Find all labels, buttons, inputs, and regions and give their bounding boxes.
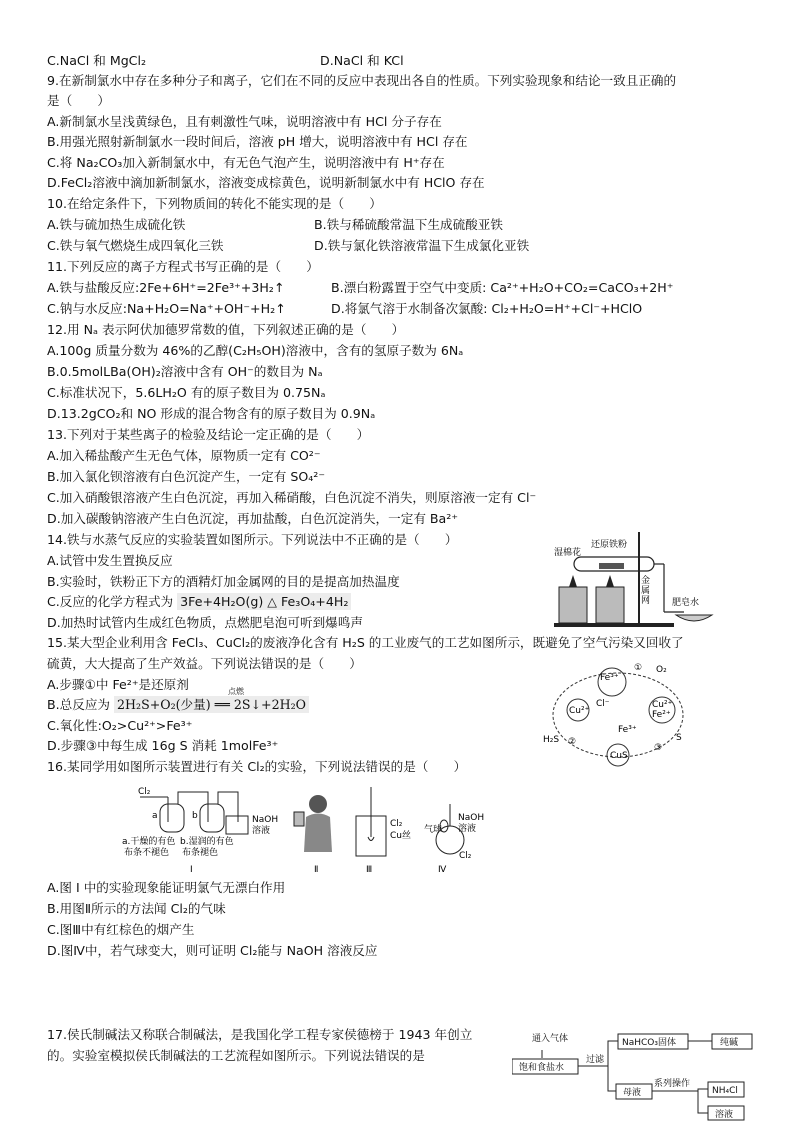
fig17-nahco3: NaHCO₃固体 [622,1038,676,1048]
q12-option-d: D.13.2gCO₂和 NO 形成的混合物含有的原子数目为 0.9Nₐ [47,406,376,421]
fig16-naoh1: NaOH [252,815,279,825]
chlorine-experiments-figure [118,782,518,877]
q11-option-b: B.漂白粉露置于空气中变质: Ca²⁺+H₂O+CO₂=CaCO₃+2H⁺ [331,280,674,295]
q12-stem: 12.用 Nₐ 表示阿伏加德罗常数的值，下列叙述正确的是（ ） [47,322,405,337]
q14-option-d: D.加热时试管内生成红色物质，点燃肥皂泡可听到爆鸣声 [47,615,363,630]
q15-stem: 15.某大型企业利用含 FeCl₃、CuCl₂的废液净化含有 H₂S 的工业废气的工艺如图所示，既避免了空气污染又回收了 [47,635,684,650]
fig16-sol2: 溶液 [458,824,477,834]
q12-option-c: C.标准状况下，5.6LH₂O 有的原子数目为 0.75Nₐ [47,385,326,400]
q12-option-a: A.100g 质量分数为 46%的乙醇(C₂H₅OH)溶液中，含有的氢原子数为 6Nₐ [47,343,464,358]
fig15-cl: Cl⁻ [596,699,610,709]
label-metal-mesh-3: 网 [641,596,651,606]
fig16-label-4: Ⅳ [438,865,447,875]
q17-stem-cont: 的。实验室模拟侯氏制碱法的工艺流程如图所示。下列说法错误的是 [47,1048,425,1063]
q9-stem: 9.在新制氯水中存在多种分子和离子，它们在不同的反应中表现出各自的性质。下列实验现象和结论一致且正确的 [47,73,677,88]
q11-option-d: D.将氯气溶于水制备次氯酸: Cl₂+H₂O=H⁺+Cl⁻+HClO [331,301,643,316]
fig15-fe3: Fe³⁺ [618,725,637,735]
alcohol-lamp-2 [596,587,624,623]
q10-option-c: C.铁与氧气燃烧生成四氧化三铁 [47,238,224,253]
q11-option-a: A.铁与盐酸反应:2Fe+6H⁺=2Fe³⁺+3H₂↑ [47,280,285,295]
fig17-series: 系列操作 [654,1079,691,1089]
q14-equation: 3Fe+4H₂O(g) △ Fe₃O₄+4H₂ [177,593,351,610]
q15-stem-cont: 硫黄，大大提高了生产效益。下列说法错误的是（ ） [47,656,362,671]
fig17-filter: 过滤 [586,1055,605,1065]
q13-option-d: D.加入碳酸钠溶液产生白色沉淀，再加盐酸，白色沉淀消失，一定有 Ba²⁺ [47,511,458,526]
q13-option-a: A.加入稀盐酸产生无色气体，原物质一定有 CO²⁻ [47,448,321,463]
q9-option-c: C.将 Na₂CO₃加入新制氯水中，有无色气泡产生，说明溶液中有 H⁺存在 [47,155,445,170]
q15-option-b-text: B.总反应为 [47,697,111,712]
fig15-o2: O₂ [656,665,667,675]
fig16-a: a [152,811,158,821]
naoh-beaker-1 [226,816,248,834]
fig15-step2: ② [568,737,577,747]
fig17-solution: 溶液 [715,1110,734,1120]
fig15-step1: ① [634,663,643,673]
fig15-cu2-a: Cu²⁺ [652,700,673,710]
person-head [309,795,327,813]
fig15-s: S [676,733,682,743]
q15-option-c: C.氧化性:O₂>Cu²⁺>Fe³⁺ [47,718,193,733]
q9-stem-cont: 是（ ） [47,93,110,108]
label-soap-water: 肥皂水 [672,598,700,608]
q15-equation-condition: 点燃 [228,687,244,696]
q14-option-a: A.试管中发生置换反应 [47,553,173,568]
fig16-sol1: 溶液 [252,826,271,836]
q15-equation: 2H₂S+O₂(少量) ══ 2S↓+2H₂O [114,696,309,713]
q10-option-a: A.铁与硫加热生成硫化铁 [47,217,186,232]
fig17-mother: 母液 [623,1088,642,1098]
q8-option-c: C.NaCl 和 MgCl₂ [47,53,147,68]
q13-option-b: B.加入氯化钡溶液有白色沉淀产生，一定有 SO₄²⁻ [47,469,325,484]
bottle-b [200,804,224,832]
fig15-fe2-b: Fe²⁺ [652,710,671,720]
q11-option-c: C.钠与水反应:Na+H₂O=Na⁺+OH⁻+H₂↑ [47,301,286,316]
q14-stem: 14.铁与水蒸气反应的实验装置如图所示。下列说法中不正确的是（ ） [47,532,458,547]
person-body [304,814,332,853]
q14-option-c [47,593,351,610]
fig16-cl2: Cl₂ [138,787,151,797]
q16-option-d: D.图Ⅳ中，若气球变大，则可证明 Cl₂能与 NaOH 溶液反应 [47,943,378,958]
fig16-b: b [192,811,198,821]
q14-option-c-text: C.反应的化学方程式为 [47,594,174,609]
fig16-label-2: Ⅱ [314,865,319,875]
q14-option-b: B.实验时，铁粉正下方的酒精灯加金属网的目的是提高加热温度 [47,574,400,589]
q11-stem: 11.下列反应的离子方程式书写正确的是（ ） [47,259,319,274]
fig16-label-3: Ⅲ [366,865,373,875]
label-wet-cotton: 湿棉花 [554,548,582,558]
q13-stem: 13.下列对于某些离子的检验及结论一定正确的是（ ） [47,427,370,442]
apparatus-base [554,623,674,627]
alcohol-lamp-1 [559,587,587,623]
h2s-cycle-figure [540,660,700,770]
fig16-cap-b1: b.湿润的有色 [180,837,234,847]
fig16-balloon: 气球 [424,825,443,835]
fig16-cap-b2: 布条褪色 [182,848,219,858]
q10-stem: 10.在给定条件下，下列物质间的转化不能实现的是（ ） [47,196,382,211]
fig16-label-1: Ⅰ [190,865,193,875]
fig15-fe3-inner: Fe³⁺ [600,673,619,683]
fig15-cus: CuS [610,751,628,761]
q9-option-b: B.用强光照射新制氯水一段时间后，溶液 pH 增大，说明溶液中有 HCl 存在 [47,134,468,149]
q8-option-d: D.NaCl 和 KCl [320,53,404,68]
fig17-gas-in: 通入气体 [532,1034,569,1044]
q9-option-d: D.FeCl₂溶液中滴加新制氯水，溶液变成棕黄色，说明新制氯水中有 HClO 存在 [47,175,485,190]
q16-option-c: C.图Ⅲ中有红棕色的烟产生 [47,922,195,937]
soap-dish [676,615,712,621]
q15-option-d: D.步骤③中每生成 16g S 消耗 1molFe³⁺ [47,738,279,753]
fig15-step3: ③ [654,743,663,753]
fig16-cap-a1: a.干燥的有色 [122,837,176,847]
fig17-nh4cl: NH₄Cl [712,1086,738,1096]
q10-option-d: D.铁与氯化铁溶液常温下生成氯化亚铁 [314,238,530,253]
fig15-cu2: Cu²⁺ [569,706,590,716]
q9-option-a: A.新制氯水呈浅黄绿色，且有刺激性气味，说明溶液中有 HCl 分子存在 [47,114,442,129]
iron-steam-apparatus-figure [544,527,724,632]
q17-stem: 17.侯氏制碱法又称联合制碱法，是我国化学工程专家侯德榜于 1943 年创立 [47,1027,473,1042]
fig16-naoh2: NaOH [458,813,485,823]
q13-option-c: C.加入硝酸银溶液产生白色沉淀，再加入稀硝酸，白色沉淀不消失，则原溶液一定有 Cl⁻ [47,490,537,505]
label-metal-mesh-1: 金 [641,576,651,586]
fig16-cl2b: Cl₂ [390,819,403,829]
bottle-a [160,804,184,832]
q12-option-b: B.0.5molLBa(OH)₂溶液中含有 OH⁻的数目为 Nₐ [47,364,323,379]
q10-option-b: B.铁与稀硫酸常温下生成硫酸亚铁 [314,217,503,232]
fig17-soda: 纯碱 [720,1038,739,1048]
fig16-cl2c: Cl₂ [459,851,472,861]
label-metal-mesh-2: 属 [641,586,651,596]
fig16-cu: Cu丝 [390,831,411,841]
q16-option-a: A.图 I 中的实验现象能证明氯气无漂白作用 [47,880,286,895]
q15-option-a: A.步骤①中 Fe²⁺是还原剂 [47,677,189,692]
label-reduced-iron: 还原铁粉 [591,540,628,550]
q16-stem: 16.某同学用如图所示装置进行有关 Cl₂的实验，下列说法错误的是（ ） [47,759,467,774]
fig17-brine: 饱和食盐水 [519,1063,565,1073]
fig16-cap-a2: 布条不褪色 [124,848,170,858]
hou-process-flowchart [512,1026,762,1121]
q15-option-b [47,696,309,713]
q16-option-b: B.用图Ⅱ所示的方法闻 Cl₂的气味 [47,901,226,916]
fig15-h2s: H₂S [543,735,560,745]
